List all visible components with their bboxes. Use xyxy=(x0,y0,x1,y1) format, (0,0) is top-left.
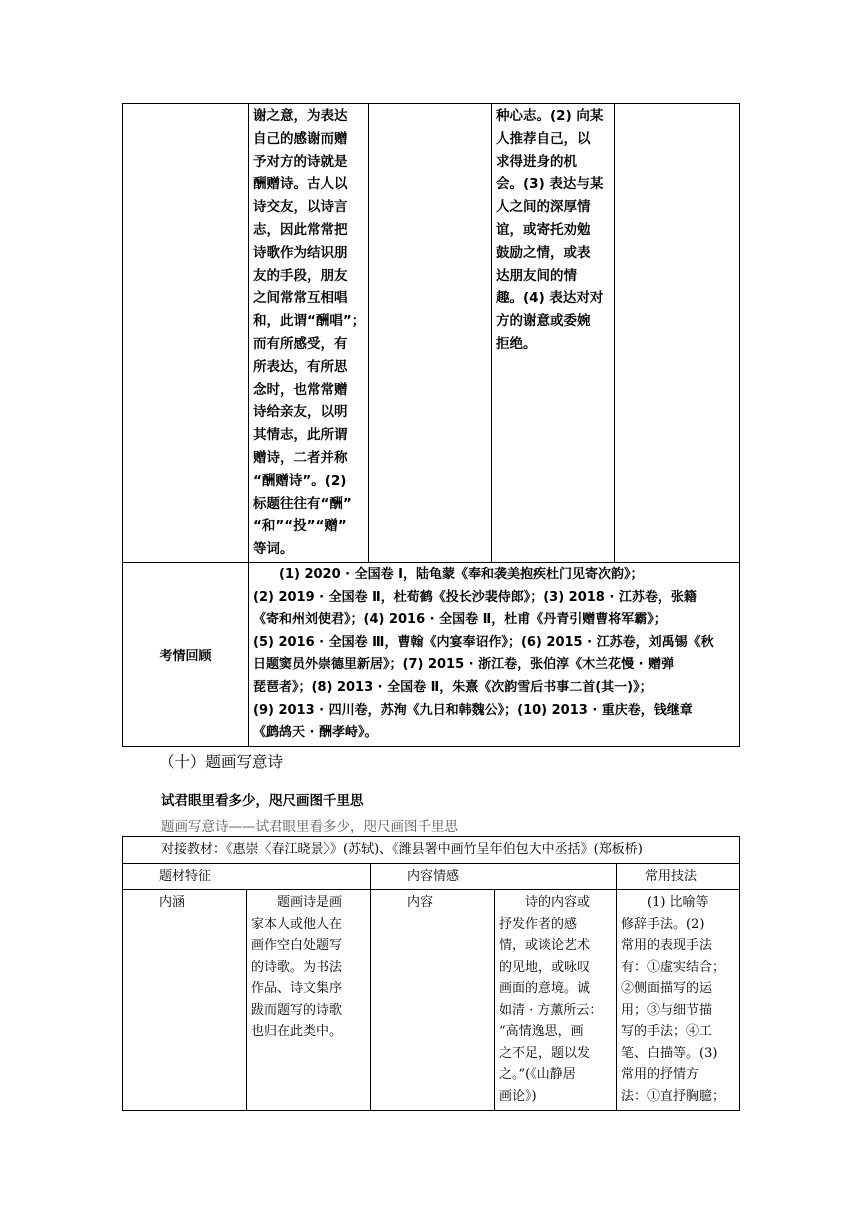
text-line: 之。”(《山静居 xyxy=(499,1067,576,1082)
text-line: 法：①直抒胸臆； xyxy=(621,1088,726,1104)
content-cell xyxy=(492,104,615,563)
text-line: 之不足，题以发 xyxy=(499,1045,591,1061)
text-line: 写的手法；④工 xyxy=(621,1024,713,1039)
review-line: 日题窦员外崇德里新居》；(7) 2015 · 浙江卷，张伯淳《木兰花慢 · 赠弹 xyxy=(253,657,675,673)
review-label: 考情回顾 xyxy=(123,562,249,746)
section-subheading: 试君眼里看多少，咫尺画图千里思 xyxy=(161,793,364,809)
text-line: 诗歌作为结识朋 xyxy=(253,244,348,261)
connotation-text xyxy=(247,890,371,1111)
table-cell-empty xyxy=(123,104,249,563)
text-line: 标题往往有“酬” xyxy=(253,495,352,512)
table-cell-empty xyxy=(369,104,492,563)
text-line: 和，此谓“酬唱”； xyxy=(253,313,366,330)
header-theme: 题材特征 xyxy=(123,863,371,890)
text-line: 跋而题写的诗歌 xyxy=(251,1002,343,1018)
text-line: 志，因此常常把 xyxy=(253,221,348,238)
text-line: 自己的感谢而赠 xyxy=(253,130,348,147)
text-line: 求得进身的机 xyxy=(496,153,577,170)
review-line: (1) 2020 · 全国卷 Ⅰ，陆龟蒙《奉和袭美抱疾杜门见寄次韵》； xyxy=(253,566,644,582)
text-line: “高情逸思，画 xyxy=(499,1024,584,1039)
text-line: 友的手段，朋友 xyxy=(253,267,348,284)
text-line: “和”“投”“赠” xyxy=(253,518,347,535)
text-line: 人推荐自己，以 xyxy=(496,130,591,147)
text-line: 的见地，或咏叹 xyxy=(499,959,591,975)
header-technique: 常用技法 xyxy=(617,863,740,890)
text-line: 常用的抒情方 xyxy=(621,1067,700,1082)
connotation-cell xyxy=(249,104,369,563)
table-row xyxy=(123,104,740,563)
review-row xyxy=(123,562,740,746)
text-line: 诗给亲友，以明 xyxy=(253,404,348,421)
text-line: 鼓励之情，或表 xyxy=(496,244,591,261)
review-line: (9) 2013 · 四川卷，苏洵《九日和韩魏公》；(10) 2013 · 重庆卷，钱继章 xyxy=(253,702,693,718)
technique-text xyxy=(617,890,740,1111)
header-row xyxy=(123,863,740,890)
table-cell-empty xyxy=(615,104,740,563)
text-line: 等词。 xyxy=(253,541,294,558)
text-line: ②侧面描写的运 xyxy=(621,981,713,996)
text-line: 所表达，有所思 xyxy=(253,358,348,375)
text-line: 会。(3) 表达与某 xyxy=(496,176,604,193)
text-line: 作品、诗文集序 xyxy=(251,981,343,996)
text-line: 谊，或寄托劝勉 xyxy=(496,221,591,238)
table-row xyxy=(123,890,740,1111)
text-line: 情，或谈论艺术 xyxy=(499,938,591,953)
poetry-table-continued xyxy=(122,103,740,747)
content-text xyxy=(495,890,617,1111)
connotation-label: 内涵 xyxy=(123,890,247,1111)
review-line: (2) 2019 · 全国卷 Ⅱ，杜荀鹤《投长沙裴侍郎》；(3) 2018 · 江苏卷，张籍 xyxy=(253,589,697,605)
review-line: 《寄和州刘使君》；(4) 2016 · 全国卷 Ⅱ，杜甫《丹青引赠曹将军霸》； xyxy=(253,612,667,628)
text-line: 念时，也常常赠 xyxy=(253,381,348,398)
review-line: (5) 2016 · 全国卷 Ⅲ，曹翰《内宴奉诏作》；(6) 2015 · 江苏卷，刘禹锡《秋 xyxy=(253,634,714,650)
text-line: 常用的表现手法 xyxy=(621,938,713,953)
text-line: 趣。(4) 表达对对 xyxy=(496,290,604,307)
text-line: 拒绝。 xyxy=(496,335,537,352)
text-line: 酬赠诗。古人以 xyxy=(253,176,348,193)
text-line: 而有所感受，有 xyxy=(253,335,348,352)
text-line: 人之间的深厚情 xyxy=(496,199,591,216)
text-line: 有：①虚实结合； xyxy=(621,959,726,975)
review-line: 《鹧鸪天 · 酬孝峙》。 xyxy=(253,725,378,741)
table-row xyxy=(123,837,740,864)
text-line: 笔、白描等。(3) xyxy=(621,1045,718,1061)
text-line: 方的谢意或委婉 xyxy=(496,313,591,330)
text-line: 画面的意境。诚 xyxy=(499,981,591,996)
text-line: 题画诗是画 xyxy=(251,895,343,910)
header-content: 内容情感 xyxy=(371,863,617,890)
text-line: 其情志，此所谓 xyxy=(253,427,348,444)
review-text xyxy=(249,562,740,746)
section-heading: （十）题画写意诗 xyxy=(159,753,284,771)
text-line: “酬赠诗”。(2) xyxy=(253,472,347,489)
text-line: 抒发作者的感 xyxy=(499,916,578,932)
text-line: 如清 · 方薰所云： xyxy=(499,1002,603,1018)
text-line: 谢之意，为表达 xyxy=(253,108,348,124)
text-line: 予对方的诗就是 xyxy=(253,153,348,170)
table-caption: 题画写意诗——试君眼里看多少，咫尺画图千里思 xyxy=(161,819,458,835)
review-line: 琵琶者》；(8) 2013 · 全国卷 Ⅱ，朱熹《次韵雪后书事二首(其一)》； xyxy=(253,679,653,695)
text-line: 画作空白处题写 xyxy=(251,938,343,953)
text-line: 用；③与细节描 xyxy=(621,1002,713,1018)
text-line: 赠诗，二者并称 xyxy=(253,449,348,466)
text-line: 达朋友间的情 xyxy=(496,267,577,284)
text-line: 家本人或他人在 xyxy=(251,916,343,932)
text-line: (1) 比喻等 xyxy=(621,895,709,910)
text-line: 种心志。(2) 向某 xyxy=(496,108,604,124)
text-line: 诗交友，以诗言 xyxy=(253,199,348,216)
text-line: 也归在此类中。 xyxy=(251,1024,343,1039)
text-line: 画论》) xyxy=(499,1088,537,1104)
text-line: 修辞手法。(2) xyxy=(621,916,705,932)
content-label: 内容 xyxy=(371,890,495,1111)
textbook-cell: 对接教材：《惠崇〈春江晓景〉》(苏轼)、《潍县署中画竹呈年伯包大中丞括》(郑板桥) xyxy=(123,837,740,864)
painting-poetry-table xyxy=(122,836,740,1111)
text-line: 之间常常互相唱 xyxy=(253,290,348,307)
text-line: 的诗歌。为书法 xyxy=(251,959,343,975)
text-line: 诗的内容或 xyxy=(499,895,591,910)
